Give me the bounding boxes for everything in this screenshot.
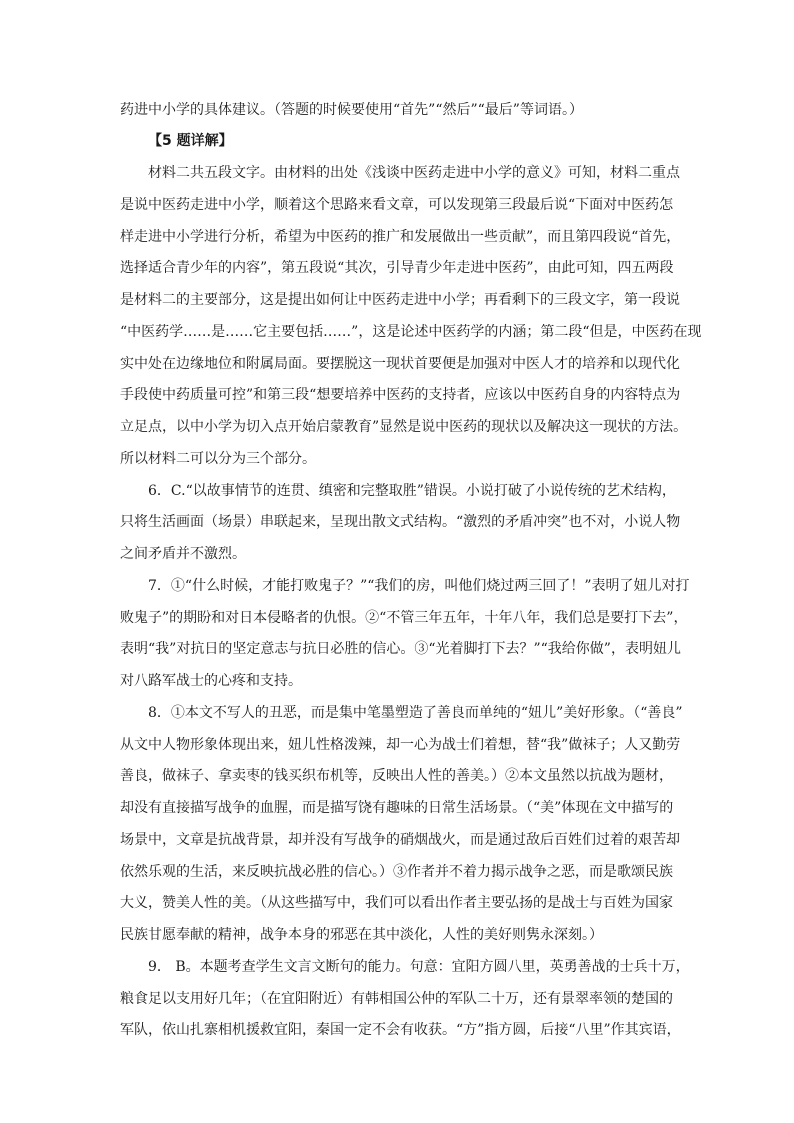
text-line: 样走进中小学进行分析，希望为中医药的推广和发展做出一些贡献”，而且第四段说“首先， <box>120 229 681 245</box>
text-line: 却没有直接描写战争的血腥，而是描写饶有趣味的日常生活场景。（“美”体现在文中描写的 <box>120 800 674 816</box>
answer-9-line: 9． B。本题考查学生文言文断句的能力。句意：宜阳方圆八里，英勇善战的士兵十万， <box>148 959 690 975</box>
answer-6-line: 6．C.“以故事情节的连贯、缜密和完整取胜”错误。小说打破了小说传统的艺术结构， <box>148 483 676 499</box>
text-line: 依然乐观的生活，来反映抗战必胜的信心。）③作者并不着力揭示战争之恶，而是歌颂民族 <box>120 864 673 880</box>
text-line: “中医药学……是……它主要包括……”，这是论述中医药学的内涵；第二段“但是，中医药在现 <box>120 324 702 340</box>
text-line: 表明“我”对抗日的坚定意志与抗日必胜的信心。③“光着脚打下去？”“我给你做”，表明妞儿 <box>120 641 681 657</box>
text-line: 大义，赞美人性的美。（从这些描写中，我们可以看出作者主要弘扬的是战士与百姓为国家 <box>120 895 673 911</box>
text-line: 实中处在边缘地位和附属局面。要摆脱这一现状首要便是加强对中医人才的培养和以现代化 <box>120 356 680 372</box>
text-line: 材料二共五段文字。由材料的出处《浅谈中医药走进中小学的意义》可知，材料二重点 <box>148 165 680 181</box>
text-line: 对八路军战士的心疼和支持。 <box>120 673 302 689</box>
text-line: 之间矛盾并不激烈。 <box>120 546 246 562</box>
text-line: 是材料二的主要部分，这是提出如何让中医药走进中小学；再看剩下的三段文字，第一段说 <box>120 292 680 308</box>
text-line: 败鬼子”的期盼和对日本侵略者的仇恨。②“不管三年五年，十年八年，我们总是要打下去”， <box>120 610 688 626</box>
answer-7-line: 7．①“什么时候，才能打败鬼子？”“我们的房，叫他们烧过两三回了！”表明了妞儿对打 <box>148 578 690 594</box>
section-heading: 【5 题详解】 <box>148 133 233 149</box>
text-line: 立足点，以中小学为切入点开始启蒙教育”显然是说中医药的现状以及解决这一现状的方法。 <box>120 419 688 435</box>
text-line: 是说中医药走进中小学，顺着这个思路来看文章，可以发现第三段最后说“下面对中医药怎 <box>120 197 674 213</box>
answer-8-line: 8．①本文不写人的丑恶，而是集中笔墨塑造了善良而单纯的“妞儿”美好形象。（“善良” <box>148 705 683 721</box>
text-line: 场景中，文章是抗战背景，却并没有写战争的硝烟战火，而是通过敌后百姓们过着的艰苦却 <box>120 832 680 848</box>
text-line: 善良，做袜子、拿卖枣的钱买织布机等，反映出人性的善美。）②本文虽然以抗战为题材， <box>120 768 673 784</box>
text-line: 军队，依山扎寨相机援救宜阳，秦国一定不会有收获。“方”指方圆，后接“八里”作其宾语， <box>120 1022 681 1038</box>
text-line: 粮食足以支用好几年；（在宜阳附近）有韩相国公仲的军队二十万，还有景翠率领的楚国的 <box>120 991 673 1007</box>
text-line: 选择适合青少年的内容”，第五段说“其次，引导青少年走进中医药”，由此可知，四五两段 <box>120 260 674 276</box>
text-line: 只将生活画面（场景）串联起来，呈现出散文式结构。“激烈的矛盾冲突”也不对，小说人物 <box>120 514 681 530</box>
text-line: 所以材料二可以分为三个部分。 <box>120 451 316 467</box>
text-line: 药进中小学的具体建议。（答题的时候要使用“首先”“然后”“最后”等词语。） <box>120 102 583 118</box>
text-line: 民族甘愿奉献的精神，战争本身的邪恶在其中淡化，人性的美好则隽永深刻。） <box>120 927 603 943</box>
text-line: 手段使中药质量可控”和第三段“想要培养中医药的支持者，应该以中医药自身的内容特点为 <box>120 387 681 403</box>
text-line: 从文中人物形象体现出来，妞儿性格泼辣，却一心为战士们着想，替“我”做袜子；人又勤劳 <box>120 737 681 753</box>
